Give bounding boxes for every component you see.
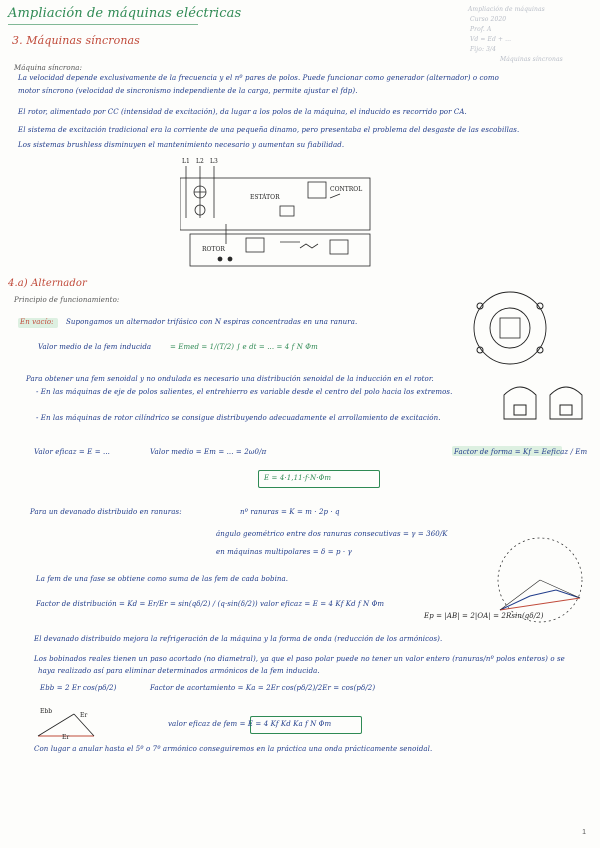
pole-sketch: [500, 375, 590, 425]
intro-p4: El sistema de excitación tradicional era la corriente de una pequeña dinamo, pero presentaba el problema del desgaste de las escobillas.: [18, 126, 520, 134]
notes-title: Ampliación de máquinas eléctricas: [8, 6, 242, 21]
vector-ebb: Ebb: [40, 708, 53, 715]
factor-dist: Factor de distribución = Kd = Er/Er = sin(qδ/2) / (q·sin(δ/2)): [36, 600, 258, 608]
intro-p3: El rotor, alimentado por CC (intensidad de excitación), da lugar a los polos de la máquina, el inducido es recorrido por CA.: [18, 108, 467, 116]
intro-p5: Los sistemas brushless disminuyen el mantenimiento necesario y aumentan su fiabilidad.: [18, 141, 345, 149]
senoidal-sub1: - En las máquinas de eje de polos salientes, el entrehierro es variable desde el centro del polo hacia los extremos.: [36, 388, 453, 396]
corner-note-5: Fijo: 3/4: [470, 46, 497, 53]
acort-eq: Ebb = 2 Er cos(pδ/2): [40, 684, 117, 692]
vector-er-2: Er: [62, 734, 70, 741]
rotor-sketch: [460, 290, 580, 370]
phase-l2: L2: [196, 158, 204, 165]
corner-note-3: Prof. A: [470, 26, 492, 33]
alternador-title: 4.a) Alternador: [8, 278, 87, 289]
stator-label: ESTÁTOR: [250, 194, 280, 201]
valor-medio-eq: = Emed = 1/(T/2) ∫ e dt = ... = 4 f N Φm: [170, 343, 318, 351]
section-title: 3. Máquinas síncronas: [12, 34, 140, 47]
eficaz-label: Valor eficaz = E = ...: [34, 448, 110, 456]
principle-label: Principio de funcionamiento:: [14, 296, 120, 304]
closing-text: Con lugar a anular hasta el 5º o 7º armónico conseguiremos en la práctica una onda prácticamente senoidal.: [34, 745, 433, 753]
final-eq: valor eficaz de fem = E = 4 Kf Kd Ka f N Φm: [168, 720, 332, 728]
angulo-text: ángulo geométrico entre dos ranuras consecutivas = γ = 360/K: [216, 530, 448, 538]
ep-eq: Ep = |AB| = 2|OA| = 2Rsin(qδ/2): [424, 612, 544, 620]
control-label: CONTROL: [330, 186, 363, 193]
intro-p2: motor síncrono (velocidad de sincronismo independiente de la carga, permite ajustar el fdp).: [18, 87, 358, 95]
phase-l3: L3: [210, 158, 218, 165]
corner-note-2: Curso 2020: [470, 16, 507, 23]
factor-forma: Factor de forma = Kf = Eeficaz / Em: [454, 448, 588, 456]
boxed-eq: E = 4·1,11·f·N·Φm: [264, 474, 332, 482]
corner-note-6: Máquinas síncronas: [500, 56, 563, 63]
intro-p1: La velocidad depende exclusivamente de la frecuencia y el nº pares de polos. Puede funcionar como generador (alternador) o como: [18, 74, 499, 82]
ranuras-text: nº ranuras = K = m · 2p · q: [240, 508, 340, 516]
senoidal-sub2: - En las máquinas de rotor cilíndrico se consigue distribuyendo adecuadamente el arrollamiento de excitación.: [36, 414, 441, 422]
valor-medio-label: Valor medio de la fem inducida: [38, 343, 152, 351]
multipolares-text: en máquinas multipolares = δ = p · γ: [216, 548, 352, 556]
devanado-text: Para un devanado distribuido en ranuras:: [30, 508, 182, 516]
bullet-title: Máquina síncrona:: [14, 64, 83, 72]
title-underline: [8, 24, 198, 25]
vacio-label: En vacío:: [20, 318, 54, 326]
page-number: 1: [582, 829, 586, 836]
rotor-label: ROTOR: [202, 246, 225, 253]
corner-note-1: Ampliación de máquinas: [468, 6, 545, 13]
brushless-diagram: [180, 158, 380, 268]
acortado-text: El devanado distribuido mejora la refrigeración de la máquina y la forma de onda (reducción de los armónicos).: [34, 635, 443, 643]
senoidal-text: Para obtener una fem senoidal y no ondulada es necesario una distribución senoidal de la inducción en el rotor.: [26, 375, 434, 383]
corner-note-4: Vd = Ed + ...: [470, 36, 512, 43]
medio-label: Valor medio = Em = ... = 2ω0/π: [150, 448, 267, 456]
valor-eficaz2: valor eficaz = E = 4 Kf Kd f N Φm: [260, 600, 385, 608]
fem-text: La fem de una fase se obtiene como suma de las fem de cada bobina.: [36, 575, 289, 583]
vector-er-1: Er: [80, 712, 88, 719]
phase-l1: L1: [182, 158, 190, 165]
bobinados-text: Los bobinados reales tienen un paso acortado (no diametral), ya que el paso polar puede no tener un valor entero (ranuras/nº polos enteros) o se: [34, 655, 565, 663]
bobinados-text2: haya realizado así para eliminar determinados armónicos de la fem inducida.: [38, 667, 320, 675]
vacio-text: Supongamos un alternador trifásico con N espiras concentradas en una ranura.: [66, 318, 358, 326]
factor-acort: Factor de acortamiento = Ka = 2Er cos(pδ/2)/2Er = cos(pδ/2): [150, 684, 376, 692]
